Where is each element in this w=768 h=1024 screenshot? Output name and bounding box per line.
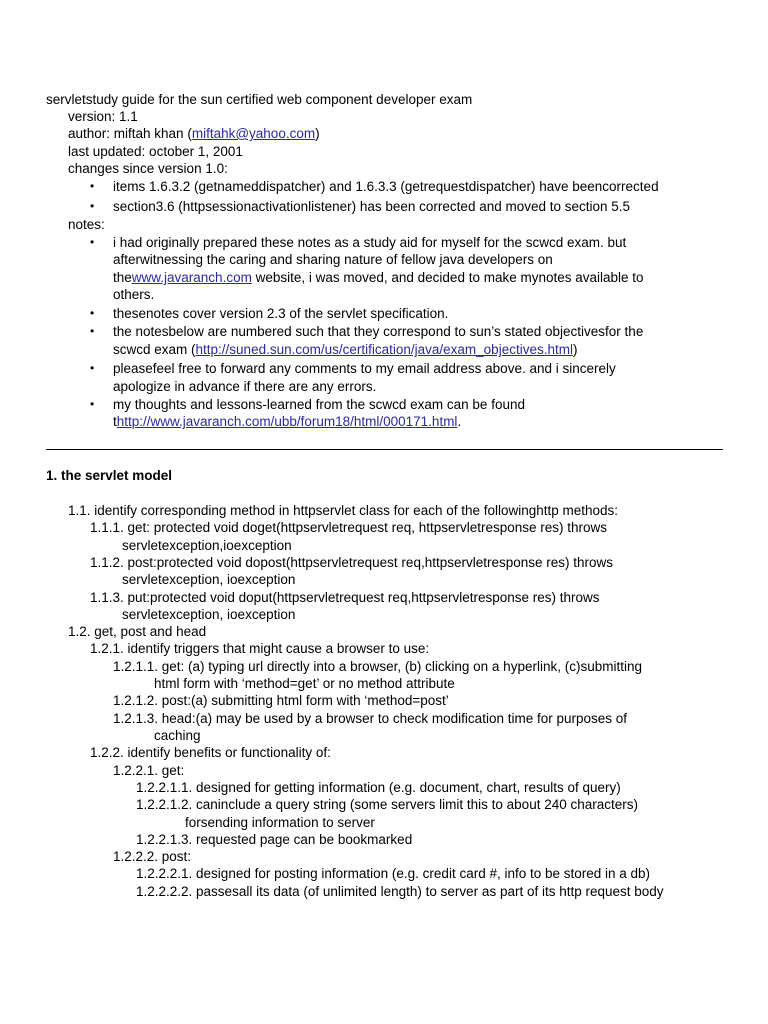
bullet-icon: • bbox=[90, 199, 95, 213]
note-5-pre: t bbox=[113, 414, 117, 429]
note-2: thesenotes cover version 2.3 of the servlet specification. bbox=[113, 306, 449, 321]
outline-line: 1.2.2.1.3. requested page can be bookmarked bbox=[136, 832, 413, 847]
outline-line: 1.2.2.2.2. passesall its data (of unlimited length) to server as part of its http request body bbox=[136, 884, 664, 899]
outline-line: 1.2.1.3. head:(a) may be used by a browser to check modification time for purposes of bbox=[113, 711, 628, 726]
outline-line: servletexception, ioexception bbox=[122, 572, 296, 587]
notes-heading: notes: bbox=[68, 217, 105, 232]
change-item: section3.6 (httpsessionactivationlistener) has been corrected and moved to section 5.5 bbox=[113, 199, 631, 214]
outline-line: servletexception, ioexception bbox=[122, 607, 296, 622]
outline-line: servletexception,ioexception bbox=[122, 538, 292, 553]
forum-link[interactable]: http://www.javaranch.com/ubb/forum18/html/000171.html bbox=[116, 414, 458, 429]
exam-objectives-link[interactable]: http://suned.sun.com/us/certification/java/exam_objectives.html bbox=[195, 342, 573, 357]
note-4-line-2: apologize in advance if there are any errors. bbox=[113, 379, 377, 394]
outline-line: 1.2.2.1.1. designed for getting information (e.g. document, chart, results of query) bbox=[136, 780, 621, 795]
section-divider bbox=[46, 449, 723, 450]
note-3-pre: scwcd exam ( bbox=[113, 342, 196, 357]
note-1-pre: the bbox=[113, 270, 132, 285]
outline-line: 1.2.2.2.1. designed for posting information (e.g. credit card #, info to be stored in a db) bbox=[136, 866, 651, 881]
bullet-icon: • bbox=[90, 361, 95, 375]
note-3-post: ) bbox=[572, 342, 578, 357]
change-item: items 1.6.3.2 (getnameddispatcher) and 1.6.3.3 (getrequestdispatcher) have beencorrected bbox=[113, 179, 659, 194]
author-prefix: author: miftah khan ( bbox=[68, 126, 192, 141]
author-line bbox=[68, 125, 320, 142]
version-line: version: 1.1 bbox=[68, 109, 138, 124]
outline-line: 1.2.2.2. post: bbox=[113, 849, 192, 864]
outline-line: forsending information to server bbox=[185, 815, 375, 830]
outline-line: 1.2.1. identify triggers that might cause a browser to use: bbox=[90, 641, 430, 656]
note-5-line-1: my thoughts and lessons-learned from the scwcd exam can be found bbox=[113, 397, 525, 412]
note-5-post: . bbox=[457, 414, 462, 429]
outline-line: caching bbox=[154, 728, 201, 743]
section-1-heading: 1. the servlet model bbox=[46, 468, 173, 483]
bullet-icon: • bbox=[90, 306, 95, 320]
outline-line: 1.2.1.2. post:(a) submitting html form with ‘method=post’ bbox=[113, 693, 449, 708]
author-email-link[interactable]: miftahk@yahoo.com bbox=[191, 126, 316, 141]
note-1-line-3 bbox=[113, 269, 644, 286]
outline-line: 1.2.2. identify benefits or functionality of: bbox=[90, 745, 331, 760]
outline-line: 1.1.3. put:protected void doput(httpservletrequest req,httpservletresponse res) throws bbox=[90, 590, 600, 605]
bullet-icon: • bbox=[90, 397, 95, 411]
outline-line: 1.2.2.1. get: bbox=[113, 763, 185, 778]
note-4-line-1: pleasefeel free to forward any comments to my email address above. and i sincerely bbox=[113, 361, 616, 376]
outline-line: 1.2.2.1.2. caninclude a query string (some servers limit this to about 240 characters) bbox=[136, 797, 638, 812]
note-1-line-1: i had originally prepared these notes as a study aid for myself for the scwcd exam. but bbox=[113, 235, 627, 250]
bullet-icon: • bbox=[90, 324, 95, 338]
last-updated-line: last updated: october 1, 2001 bbox=[68, 144, 243, 159]
outline-line: 1.1.1. get: protected void doget(httpservletrequest req, httpservletresponse res) throws bbox=[90, 520, 608, 535]
outline-line: 1.2. get, post and head bbox=[68, 624, 207, 639]
note-3-line-1: the notesbelow are numbered such that they correspond to sun’s stated objectivesfor the bbox=[113, 324, 644, 339]
bullet-icon: • bbox=[90, 179, 95, 193]
note-1-post: website, i was moved, and decided to make mynotes available to bbox=[251, 270, 644, 285]
outline-line: 1.1.2. post:protected void dopost(httpservletrequest req,httpservletresponse res) throws bbox=[90, 555, 614, 570]
changes-heading: changes since version 1.0: bbox=[68, 161, 228, 176]
note-1-line-2: afterwitnessing the caring and sharing nature of fellow java developers on bbox=[113, 252, 553, 267]
outline-line: 1.2.1.1. get: (a) typing url directly into a browser, (b) clicking on a hyperlink, (c)submitting bbox=[113, 659, 642, 674]
outline-line: html form with ‘method=get’ or no method attribute bbox=[154, 676, 455, 691]
note-3-line-2 bbox=[113, 341, 577, 358]
bullet-icon: • bbox=[90, 235, 95, 249]
note-5-line-2 bbox=[113, 413, 461, 430]
author-suffix: ) bbox=[315, 126, 320, 141]
document-title: servletstudy guide for the sun certified web component developer exam bbox=[46, 92, 473, 107]
javaranch-link[interactable]: www.javaranch.com bbox=[131, 270, 252, 285]
note-1-line-4: others. bbox=[113, 287, 155, 302]
outline-line: 1.1. identify corresponding method in httpservlet class for each of the followinghttp methods: bbox=[68, 503, 619, 518]
